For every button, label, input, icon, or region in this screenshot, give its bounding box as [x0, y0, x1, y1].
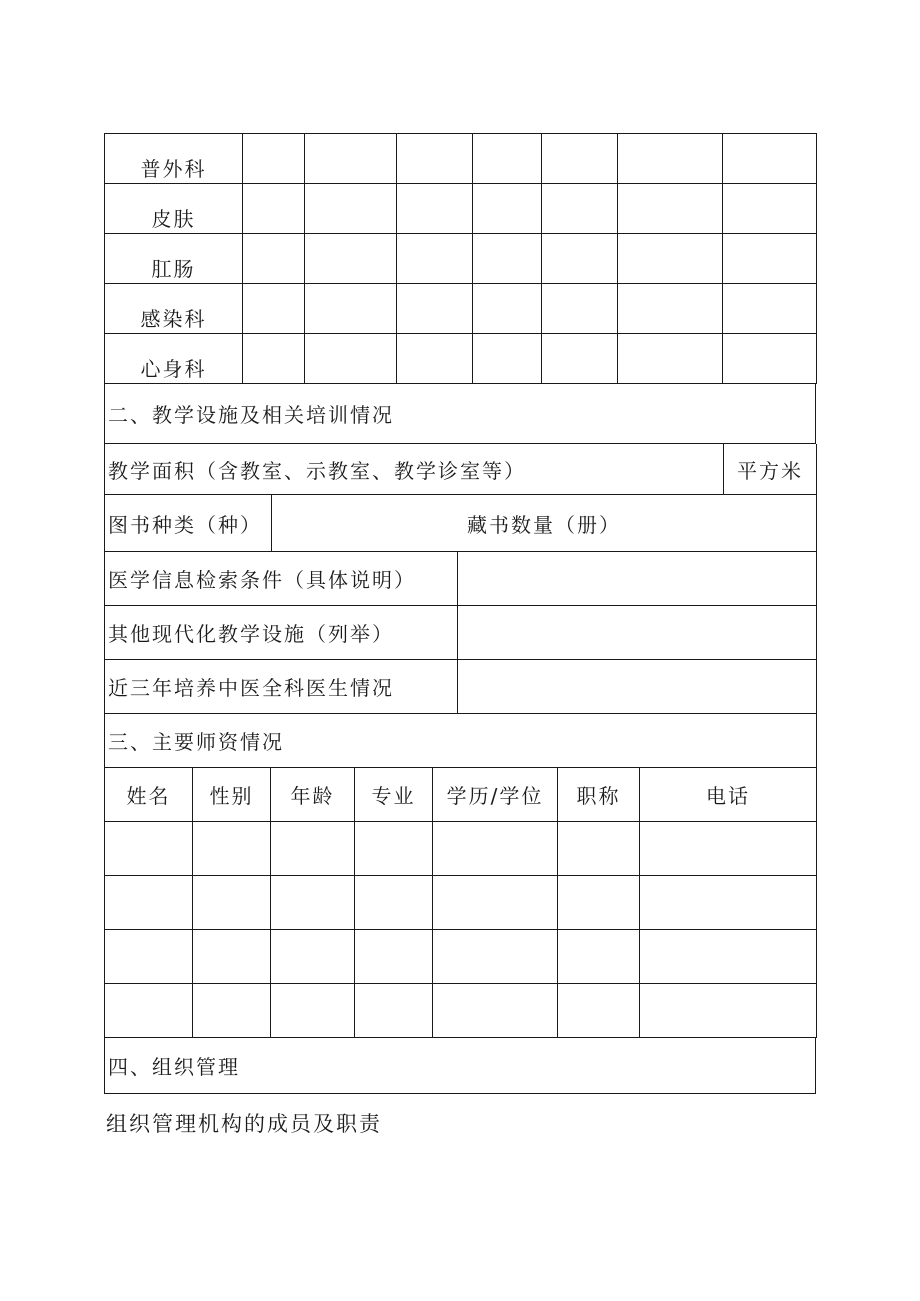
department-cell[interactable]	[243, 134, 305, 184]
department-table	[104, 133, 817, 384]
staff-row	[105, 984, 817, 1038]
staff-cell[interactable]	[640, 876, 817, 930]
department-cell[interactable]	[542, 284, 618, 334]
medical-info-label: 医学信息检索条件（具体说明）	[105, 552, 458, 606]
staff-cell[interactable]	[433, 930, 558, 984]
staff-cell[interactable]	[271, 822, 355, 876]
department-cell[interactable]	[618, 234, 723, 284]
staff-cell[interactable]	[105, 822, 193, 876]
staff-cell[interactable]	[193, 876, 271, 930]
department-cell[interactable]	[305, 134, 397, 184]
modern-facilities-field[interactable]	[458, 606, 817, 660]
department-row	[105, 234, 817, 284]
staff-cell[interactable]	[558, 876, 640, 930]
facilities-table	[104, 552, 817, 768]
department-cell[interactable]	[618, 284, 723, 334]
staff-cell[interactable]	[433, 822, 558, 876]
teaching-area-unit[interactable]: 平方米	[724, 444, 817, 495]
staff-cell[interactable]	[105, 876, 193, 930]
staff-cell[interactable]	[271, 876, 355, 930]
department-cell[interactable]	[723, 134, 817, 184]
department-label: 心身科	[105, 334, 243, 384]
department-cell[interactable]	[542, 334, 618, 384]
staff-row	[105, 930, 817, 984]
staff-column-header: 姓名	[105, 768, 193, 822]
department-row	[105, 134, 817, 184]
department-label: 感染科	[105, 284, 243, 334]
books-count-label: 藏书数量（册）	[272, 495, 817, 552]
department-cell[interactable]	[542, 234, 618, 284]
section4-title: 四、组织管理	[105, 1038, 816, 1094]
department-cell[interactable]	[473, 234, 542, 284]
section2-title-table	[104, 384, 816, 444]
staff-cell[interactable]	[640, 930, 817, 984]
books-table	[104, 495, 817, 552]
staff-cell[interactable]	[640, 984, 817, 1038]
department-label: 皮肤	[105, 184, 243, 234]
staff-cell[interactable]	[355, 930, 433, 984]
department-cell[interactable]	[473, 134, 542, 184]
department-cell[interactable]	[542, 134, 618, 184]
staff-cell[interactable]	[193, 822, 271, 876]
department-cell[interactable]	[473, 334, 542, 384]
training-label: 近三年培养中医全科医生情况	[105, 660, 458, 714]
department-cell[interactable]	[473, 284, 542, 334]
staff-table	[104, 768, 817, 1038]
section2-title: 二、教学设施及相关培训情况	[105, 384, 816, 444]
department-cell[interactable]	[243, 184, 305, 234]
department-cell[interactable]	[542, 184, 618, 234]
staff-cell[interactable]	[558, 984, 640, 1038]
department-cell[interactable]	[397, 184, 473, 234]
department-cell[interactable]	[618, 134, 723, 184]
department-cell[interactable]	[618, 184, 723, 234]
staff-cell[interactable]	[105, 984, 193, 1038]
footer-text: 组织管理机构的成员及职责	[106, 1112, 382, 1136]
department-cell[interactable]	[305, 334, 397, 384]
teaching-area-label: 教学面积（含教室、示教室、教学诊室等）	[105, 444, 724, 495]
department-cell[interactable]	[305, 184, 397, 234]
staff-cell[interactable]	[640, 822, 817, 876]
medical-info-field[interactable]	[458, 552, 817, 606]
department-cell[interactable]	[723, 284, 817, 334]
staff-column-header: 性别	[193, 768, 271, 822]
training-field[interactable]	[458, 660, 817, 714]
staff-cell[interactable]	[271, 984, 355, 1038]
department-row	[105, 184, 817, 234]
staff-column-header: 年龄	[271, 768, 355, 822]
department-label: 普外科	[105, 134, 243, 184]
department-cell[interactable]	[397, 334, 473, 384]
department-cell[interactable]	[618, 334, 723, 384]
department-cell[interactable]	[397, 234, 473, 284]
staff-row	[105, 876, 817, 930]
department-cell[interactable]	[243, 334, 305, 384]
modern-facilities-label: 其他现代化教学设施（列举）	[105, 606, 458, 660]
department-cell[interactable]	[243, 284, 305, 334]
staff-cell[interactable]	[355, 822, 433, 876]
staff-cell[interactable]	[193, 984, 271, 1038]
department-cell[interactable]	[723, 184, 817, 234]
staff-cell[interactable]	[558, 930, 640, 984]
staff-cell[interactable]	[193, 930, 271, 984]
department-cell[interactable]	[473, 184, 542, 234]
staff-header-row	[105, 768, 817, 822]
department-cell[interactable]	[305, 284, 397, 334]
staff-cell[interactable]	[433, 984, 558, 1038]
department-cell[interactable]	[397, 284, 473, 334]
department-cell[interactable]	[397, 134, 473, 184]
books-types-label: 图书种类（种）	[105, 495, 272, 552]
department-cell[interactable]	[243, 234, 305, 284]
application-form	[104, 133, 816, 1094]
department-cell[interactable]	[305, 234, 397, 284]
staff-column-header: 学历/学位	[433, 768, 558, 822]
staff-column-header: 电话	[640, 768, 817, 822]
department-label: 肛肠	[105, 234, 243, 284]
section4-table	[104, 1038, 816, 1094]
department-cell[interactable]	[723, 334, 817, 384]
staff-cell[interactable]	[355, 876, 433, 930]
staff-cell[interactable]	[271, 930, 355, 984]
teaching-area-table	[104, 444, 817, 495]
department-cell[interactable]	[723, 234, 817, 284]
department-row	[105, 334, 817, 384]
staff-column-header: 职称	[558, 768, 640, 822]
department-row	[105, 284, 817, 334]
staff-cell[interactable]	[558, 822, 640, 876]
staff-column-header: 专业	[355, 768, 433, 822]
staff-cell[interactable]	[355, 984, 433, 1038]
staff-row	[105, 822, 817, 876]
staff-cell[interactable]	[433, 876, 558, 930]
staff-cell[interactable]	[105, 930, 193, 984]
section3-title: 三、主要师资情况	[105, 714, 817, 768]
